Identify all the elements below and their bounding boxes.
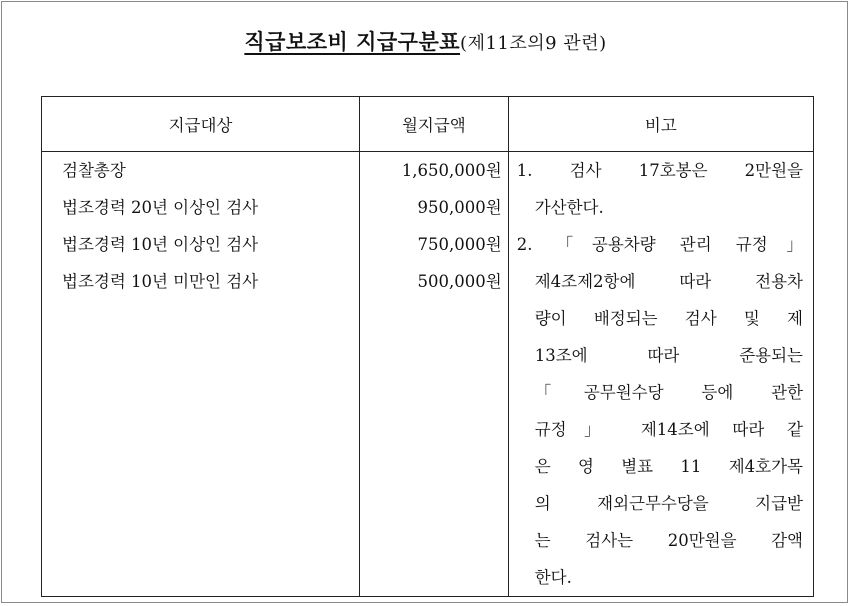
remark-line: 제4조제2항에 따라 전용차 [534,272,803,291]
title-sub: (제11조의9 관련) [460,33,607,54]
remark-line: 량이 배정되는 검사 및 제 [534,309,803,328]
target-cell: 법조경력 10년 이상인 검사 [62,235,259,254]
header-remarks: 비고 [508,97,813,152]
amount-cell: 750,000원 [417,235,502,254]
remark-line: 2. 「공용차량 관리 규정」 [516,235,803,254]
remark-line: 13조에 따라 준용되는 [534,346,803,365]
remark-line: 한다. [534,568,572,587]
amount-cell: 1,650,000원 [401,161,502,180]
remark-line: 가산한다. [534,198,604,217]
amount-cell: 950,000원 [417,198,502,217]
target-cell: 법조경력 20년 이상인 검사 [62,198,259,217]
title-main: 직급보조비 지급구분표 [244,30,461,54]
table-body-row [42,152,814,597]
remark-line: 는 검사는 20만원을 감액 [534,531,803,550]
amount-cell: 500,000원 [417,272,502,291]
header-target: 지급대상 [42,97,360,152]
document-title [0,26,851,56]
remark-line: 은 영 별표 11 제4호가목 [534,457,803,476]
remark-line: 「공무원수당 등에 관한 [534,383,803,402]
remark-line: 1. 검사 17호봉은 2만원을 [516,161,803,180]
target-cell: 법조경력 10년 미만인 검사 [62,272,259,291]
amount-column [359,152,508,597]
table-header-row [42,97,814,152]
remarks-column [508,152,813,597]
header-amount: 월지급액 [359,97,508,152]
target-cell: 검찰총장 [62,161,126,180]
remark-line: 의 재외근무수당을 지급받 [534,494,803,513]
target-column [42,152,360,597]
remark-line: 규정」 제14조에 따라 같 [534,420,803,439]
allowance-table [41,96,814,597]
